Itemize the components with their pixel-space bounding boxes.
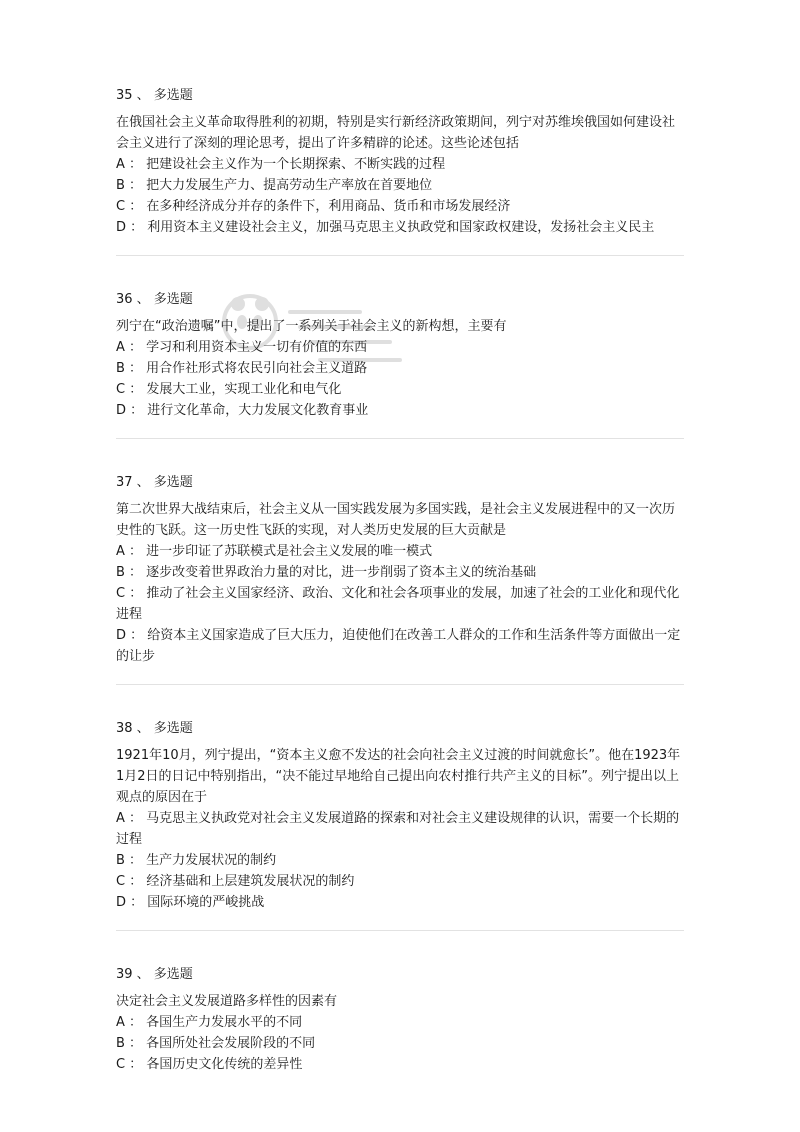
option-b[interactable]: B ： 把大力发展生产力、提高劳动生产率放在首要地位 xyxy=(116,178,433,193)
question-stem: 1921年10月，列宁提出，“资本主义愈不发达的社会向社会主义过渡的时间就愈长”。他在1923年1月2日的日记中特别指出，“决不能过早地给自己提出向农村推行共产主义的目标”。列宁提出以上观点的原因在于 xyxy=(116,748,681,805)
option-c[interactable]: C ： 经济基础和上层建筑发展状况的制约 xyxy=(116,874,355,889)
option-a[interactable]: A ： 马克思主义执政党对社会主义发展道路的探索和对社会主义建设规律的认识，需要一个长期的过程 xyxy=(116,811,680,847)
option-a[interactable]: A ： 把建设社会主义作为一个长期探索、不断实践的过程 xyxy=(116,157,446,172)
question-header: 36 、 多选题 xyxy=(116,292,193,307)
option-b[interactable]: B ： 生产力发展状况的制约 xyxy=(116,853,277,868)
question-stem: 列宁在“政治遗嘱”中，提出了一系列关于社会主义的新构想，主要有 xyxy=(116,319,507,334)
question-stem: 第二次世界大战结束后，社会主义从一国实践发展为多国实践，是社会主义发展进程中的又一次历史性的飞跃。这一历史性飞跃的实现，对人类历史发展的巨大贡献是 xyxy=(116,502,676,538)
question-37 xyxy=(116,473,684,685)
option-a[interactable]: A ： 各国生产力发展水平的不同 xyxy=(116,1015,303,1030)
option-b[interactable]: B ： 各国所处社会发展阶段的不同 xyxy=(116,1036,316,1051)
question-header: 35 、 多选题 xyxy=(116,88,193,103)
question-35 xyxy=(116,86,684,256)
option-c[interactable]: C ： 推动了社会主义国家经济、政治、文化和社会各项事业的发展，加速了社会的工业化和现代化进程 xyxy=(116,586,680,622)
option-b[interactable]: B ： 逐步改变着世界政治力量的对比，进一步削弱了资本主义的统治基础 xyxy=(116,565,537,580)
option-c[interactable]: C ： 在多种经济成分并存的条件下，利用商品、货币和市场发展经济 xyxy=(116,199,511,214)
question-39 xyxy=(116,965,684,1075)
option-c[interactable]: C ： 各国历史文化传统的差异性 xyxy=(116,1057,303,1072)
question-header: 38 、 多选题 xyxy=(116,721,193,736)
question-stem: 决定社会主义发展道路多样性的因素有 xyxy=(116,994,338,1009)
option-d[interactable]: D ： 进行文化革命，大力发展文化教育事业 xyxy=(116,403,369,418)
option-c[interactable]: C ： 发展大工业，实现工业化和电气化 xyxy=(116,382,342,397)
question-list xyxy=(116,86,684,1075)
option-d[interactable]: D ： 国际环境的严峻挑战 xyxy=(116,895,265,910)
question-36 xyxy=(116,290,684,439)
option-b[interactable]: B ： 用合作社形式将农民引向社会主义道路 xyxy=(116,361,368,376)
question-stem: 在俄国社会主义革命取得胜利的初期，特别是实行新经济政策期间，列宁对苏维埃俄国如何建设社会主义进行了深刻的理论思考，提出了许多精辟的论述。这些论述包括 xyxy=(116,115,676,151)
question-header: 39 、 多选题 xyxy=(116,967,193,982)
option-d[interactable]: D ： 利用资本主义建设社会主义，加强马克思主义执政党和国家政权建设，发扬社会主义民主 xyxy=(116,220,655,235)
question-header: 37 、 多选题 xyxy=(116,475,193,490)
option-d[interactable]: D ： 给资本主义国家造成了巨大压力，迫使他们在改善工人群众的工作和生活条件等方面做出一定的让步 xyxy=(116,628,681,664)
question-38 xyxy=(116,719,684,931)
option-a[interactable]: A ： 学习和利用资本主义一切有价值的东西 xyxy=(116,340,368,355)
option-a[interactable]: A ： 进一步印证了苏联模式是社会主义发展的唯一模式 xyxy=(116,544,433,559)
